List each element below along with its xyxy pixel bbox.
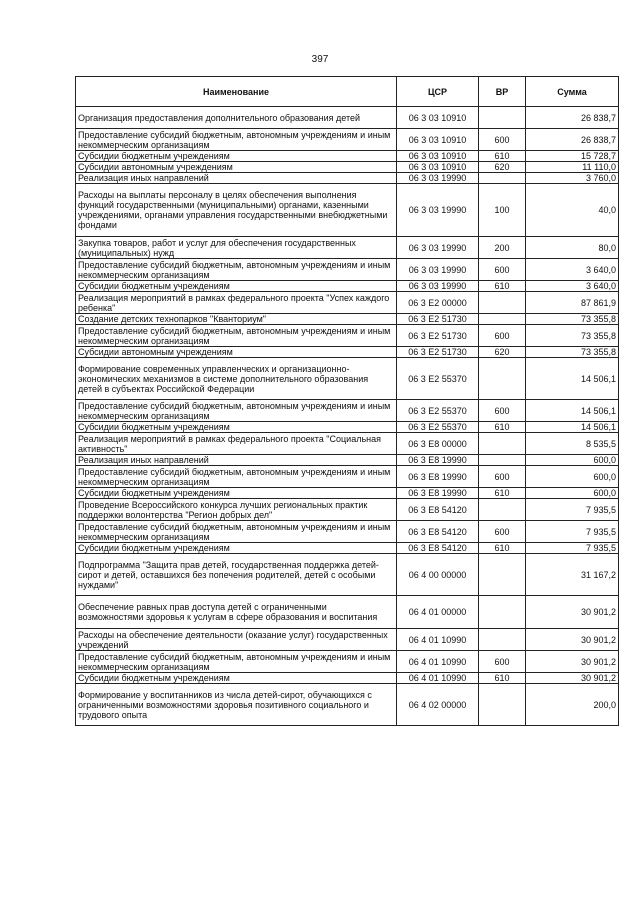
row-vr: 610 — [479, 543, 526, 554]
row-vr: 600 — [479, 129, 526, 151]
row-csr: 06 3 E8 19990 — [397, 466, 479, 488]
row-sum: 7 935,5 — [526, 521, 619, 543]
row-sum: 26 838,7 — [526, 129, 619, 151]
row-sum: 87 861,9 — [526, 292, 619, 314]
row-vr — [479, 107, 526, 129]
table-row — [76, 173, 619, 184]
row-sum: 30 901,2 — [526, 673, 619, 684]
row-name: Организация предоставления дополнительного образования детей — [76, 107, 397, 129]
row-vr — [479, 554, 526, 596]
row-vr: 600 — [479, 651, 526, 673]
row-name: Субсидии бюджетным учреждениям — [76, 673, 397, 684]
table-row — [76, 651, 619, 673]
row-name: Субсидии автономным учреждениям — [76, 162, 397, 173]
row-name: Субсидии бюджетным учреждениям — [76, 543, 397, 554]
row-sum: 3 640,0 — [526, 281, 619, 292]
row-name: Субсидии бюджетным учреждениям — [76, 151, 397, 162]
row-name: Реализация мероприятий в рамках федерального проекта "Успех каждого ребенка" — [76, 292, 397, 314]
row-name: Формирование у воспитанников из числа детей-сирот, обучающихся с ограниченными возможностями здоровья позитивного социального и трудового опыта — [76, 684, 397, 726]
row-sum: 8 535,5 — [526, 433, 619, 455]
row-sum: 31 167,2 — [526, 554, 619, 596]
row-sum: 11 110,0 — [526, 162, 619, 173]
row-sum: 30 901,2 — [526, 651, 619, 673]
row-vr: 620 — [479, 347, 526, 358]
row-csr: 06 3 E8 00000 — [397, 433, 479, 455]
row-sum: 600,0 — [526, 455, 619, 466]
row-name: Предоставление субсидий бюджетным, автономным учреждениям и иным некоммерческим организациям — [76, 259, 397, 281]
table-row — [76, 237, 619, 259]
row-name: Формирование современных управленческих и организационно-экономических механизмов в системе дополнительного образования детей в субъектах Российской Федерации — [76, 358, 397, 400]
row-vr: 100 — [479, 184, 526, 237]
row-vr — [479, 173, 526, 184]
row-name: Предоставление субсидий бюджетным, автономным учреждениям и иным некоммерческим организациям — [76, 651, 397, 673]
table-row — [76, 162, 619, 173]
row-name: Предоставление субсидий бюджетным, автономным учреждениям и иным некоммерческим организациям — [76, 400, 397, 422]
row-vr: 610 — [479, 422, 526, 433]
table-row — [76, 422, 619, 433]
table-row — [76, 488, 619, 499]
row-sum: 26 838,7 — [526, 107, 619, 129]
row-sum: 30 901,2 — [526, 629, 619, 651]
row-csr: 06 3 E2 55370 — [397, 358, 479, 400]
row-sum: 30 901,2 — [526, 596, 619, 629]
row-sum: 3 640,0 — [526, 259, 619, 281]
table-row — [76, 129, 619, 151]
row-csr: 06 4 01 10990 — [397, 651, 479, 673]
row-csr: 06 3 E2 55370 — [397, 400, 479, 422]
row-sum: 14 506,1 — [526, 358, 619, 400]
row-csr: 06 3 03 10910 — [397, 162, 479, 173]
row-csr: 06 3 E8 19990 — [397, 488, 479, 499]
row-vr: 600 — [479, 325, 526, 347]
table-row — [76, 521, 619, 543]
row-csr: 06 3 E8 54120 — [397, 499, 479, 521]
row-name: Субсидии бюджетным учреждениям — [76, 281, 397, 292]
row-sum: 73 355,8 — [526, 325, 619, 347]
row-csr: 06 3 03 10910 — [397, 129, 479, 151]
table-body — [76, 107, 619, 726]
row-sum: 15 728,7 — [526, 151, 619, 162]
row-csr: 06 3 E8 54120 — [397, 521, 479, 543]
table-row — [76, 292, 619, 314]
row-vr: 610 — [479, 673, 526, 684]
row-sum: 80,0 — [526, 237, 619, 259]
header-vr: ВР — [479, 77, 526, 107]
header-sum: Сумма — [526, 77, 619, 107]
row-name: Предоставление субсидий бюджетным, автономным учреждениям и иным некоммерческим организациям — [76, 521, 397, 543]
row-sum: 14 506,1 — [526, 422, 619, 433]
header-csr: ЦСР — [397, 77, 479, 107]
row-sum: 7 935,5 — [526, 499, 619, 521]
table-row — [76, 347, 619, 358]
row-vr — [479, 499, 526, 521]
row-csr: 06 3 E2 55370 — [397, 422, 479, 433]
table-row — [76, 629, 619, 651]
row-csr: 06 3 E2 51730 — [397, 347, 479, 358]
row-name: Реализация иных направлений — [76, 455, 397, 466]
row-name: Реализация иных направлений — [76, 173, 397, 184]
row-sum: 14 506,1 — [526, 400, 619, 422]
table-row — [76, 151, 619, 162]
row-csr: 06 4 02 00000 — [397, 684, 479, 726]
row-csr: 06 3 03 10910 — [397, 107, 479, 129]
row-name: Расходы на обеспечение деятельности (оказание услуг) государственных учреждений — [76, 629, 397, 651]
row-sum: 40,0 — [526, 184, 619, 237]
table-row — [76, 499, 619, 521]
row-csr: 06 3 E2 51730 — [397, 314, 479, 325]
row-vr: 600 — [479, 259, 526, 281]
row-name: Предоставление субсидий бюджетным, автономным учреждениям и иным некоммерческим организациям — [76, 325, 397, 347]
table-row — [76, 107, 619, 129]
row-vr — [479, 292, 526, 314]
row-name: Проведение Всероссийского конкурса лучших региональных практик поддержки волонтерства "Регион добрых дел" — [76, 499, 397, 521]
row-sum: 7 935,5 — [526, 543, 619, 554]
row-name: Предоставление субсидий бюджетным, автономным учреждениям и иным некоммерческим организациям — [76, 129, 397, 151]
row-csr: 06 3 E2 51730 — [397, 325, 479, 347]
page-number: 397 — [311, 54, 329, 65]
row-vr — [479, 629, 526, 651]
row-csr: 06 4 00 00000 — [397, 554, 479, 596]
row-sum: 73 355,8 — [526, 314, 619, 325]
row-sum: 73 355,8 — [526, 347, 619, 358]
table-header-row — [76, 77, 619, 107]
row-vr: 600 — [479, 521, 526, 543]
row-csr: 06 4 01 00000 — [397, 596, 479, 629]
row-vr — [479, 596, 526, 629]
row-csr: 06 3 E8 19990 — [397, 455, 479, 466]
row-name: Предоставление субсидий бюджетным, автономным учреждениям и иным некоммерческим организациям — [76, 466, 397, 488]
row-csr: 06 3 E2 00000 — [397, 292, 479, 314]
row-vr — [479, 433, 526, 455]
table-row — [76, 466, 619, 488]
table-row — [76, 554, 619, 596]
row-vr — [479, 684, 526, 726]
row-vr — [479, 455, 526, 466]
row-vr: 600 — [479, 466, 526, 488]
row-name: Субсидии автономным учреждениям — [76, 347, 397, 358]
row-name: Реализация мероприятий в рамках федерального проекта "Социальная активность" — [76, 433, 397, 455]
row-csr: 06 3 03 19990 — [397, 259, 479, 281]
row-vr: 620 — [479, 162, 526, 173]
table-row — [76, 684, 619, 726]
row-csr: 06 3 03 19990 — [397, 237, 479, 259]
row-name: Расходы на выплаты персоналу в целях обеспечения выполнения функций государственными (муниципальными) органами, казенными учреждениями, органами управления государственными внебюджетными фондами — [76, 184, 397, 237]
table-row — [76, 433, 619, 455]
header-name: Наименование — [76, 77, 397, 107]
row-name: Субсидии бюджетным учреждениям — [76, 422, 397, 433]
row-vr: 600 — [479, 400, 526, 422]
row-vr: 610 — [479, 281, 526, 292]
row-csr: 06 3 03 19990 — [397, 184, 479, 237]
table-row — [76, 455, 619, 466]
budget-table — [75, 76, 619, 726]
row-vr — [479, 358, 526, 400]
row-vr — [479, 314, 526, 325]
row-csr: 06 3 03 10910 — [397, 151, 479, 162]
table-row — [76, 259, 619, 281]
table-row — [76, 358, 619, 400]
row-name: Субсидии бюджетным учреждениям — [76, 488, 397, 499]
row-sum: 600,0 — [526, 466, 619, 488]
row-vr: 610 — [479, 151, 526, 162]
row-sum: 200,0 — [526, 684, 619, 726]
row-csr: 06 4 01 10990 — [397, 629, 479, 651]
row-csr: 06 3 E8 54120 — [397, 543, 479, 554]
row-vr: 200 — [479, 237, 526, 259]
row-name: Создание детских технопарков "Кванториум" — [76, 314, 397, 325]
row-name: Подпрограмма "Защита прав детей, государственная поддержка детей-сирот и детей, оставшихся без попечения родителей, детей с особыми нуждами" — [76, 554, 397, 596]
table-row — [76, 314, 619, 325]
row-name: Закупка товаров, работ и услуг для обеспечения государственных (муниципальных) нужд — [76, 237, 397, 259]
table-row — [76, 673, 619, 684]
table-row — [76, 281, 619, 292]
row-vr: 610 — [479, 488, 526, 499]
row-csr: 06 3 03 19990 — [397, 281, 479, 292]
row-csr: 06 3 03 19990 — [397, 173, 479, 184]
row-name: Обеспечение равных прав доступа детей с ограниченными возможностями здоровья к услугам в сфере образования и воспитания — [76, 596, 397, 629]
table-row — [76, 543, 619, 554]
table-row — [76, 325, 619, 347]
table-row — [76, 400, 619, 422]
table-row — [76, 596, 619, 629]
row-sum: 600,0 — [526, 488, 619, 499]
row-csr: 06 4 01 10990 — [397, 673, 479, 684]
row-sum: 3 760,0 — [526, 173, 619, 184]
table-row — [76, 184, 619, 237]
